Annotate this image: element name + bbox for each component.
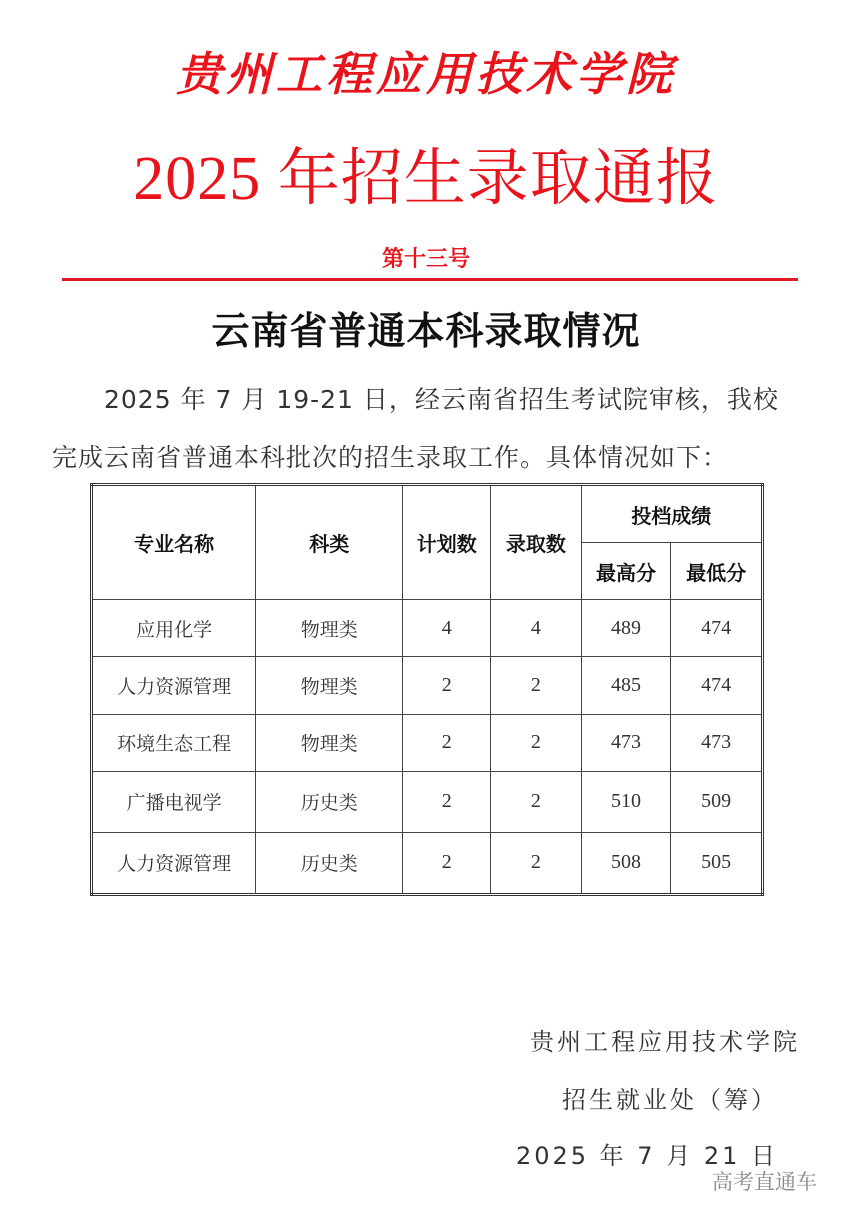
signature-institution: 贵州工程应用技术学院	[530, 1028, 800, 1056]
cell-plan: 4	[403, 600, 491, 657]
table-row	[92, 657, 763, 714]
header-min-score: 最低分	[671, 543, 763, 600]
cell-min: 474	[671, 600, 763, 657]
table-row	[92, 832, 763, 894]
cell-max: 510	[581, 771, 671, 832]
cell-admitted: 2	[491, 714, 582, 771]
school-name-calligraphy: 贵州工程应用技术学院	[176, 47, 676, 101]
cell-admitted: 2	[491, 771, 582, 832]
cell-max: 489	[581, 600, 671, 657]
intro-paragraph-line-1: 2025 年 7 月 19-21 日，经云南省招生考试院审核，我校	[104, 385, 779, 414]
cell-major: 应用化学	[92, 600, 256, 657]
header-category: 科类	[256, 485, 403, 600]
bulletin-title: 2025 年招生录取通报	[133, 145, 719, 213]
issue-number: 第十三号	[381, 247, 470, 272]
cell-category: 物理类	[256, 714, 403, 771]
cell-plan: 2	[403, 771, 491, 832]
cell-major: 人力资源管理	[92, 657, 256, 714]
cell-major: 广播电视学	[92, 771, 256, 832]
cell-major: 环境生态工程	[92, 714, 256, 771]
cell-admitted: 2	[491, 657, 582, 714]
watermark: 高考直通车	[712, 1170, 817, 1194]
cell-category: 历史类	[256, 771, 403, 832]
cell-max: 485	[581, 657, 671, 714]
header-admitted: 录取数	[491, 485, 582, 600]
header-score-group: 投档成绩	[581, 485, 762, 543]
cell-max: 473	[581, 714, 671, 771]
cell-plan: 2	[403, 832, 491, 894]
signature-office: 招生就业处（筹）	[562, 1086, 778, 1114]
signature-date: 2025 年 7 月 21 日	[515, 1142, 778, 1170]
table-row	[92, 600, 763, 657]
header-plan: 计划数	[403, 485, 491, 600]
intro-paragraph-line-2: 完成云南省普通本科批次的招生录取工作。具体情况如下：	[52, 443, 729, 472]
admission-table	[90, 483, 764, 896]
red-divider	[62, 278, 798, 281]
cell-min: 509	[671, 771, 763, 832]
cell-category: 物理类	[256, 600, 403, 657]
cell-category: 历史类	[256, 832, 403, 894]
cell-plan: 2	[403, 714, 491, 771]
cell-min: 505	[671, 832, 763, 894]
cell-admitted: 4	[491, 600, 582, 657]
section-title: 云南省普通本科录取情况	[211, 308, 641, 353]
header-max-score: 最高分	[581, 543, 671, 600]
cell-min: 473	[671, 714, 763, 771]
cell-category: 物理类	[256, 657, 403, 714]
cell-max: 508	[581, 832, 671, 894]
cell-plan: 2	[403, 657, 491, 714]
table-row	[92, 714, 763, 771]
header-major: 专业名称	[92, 485, 256, 600]
table-row	[92, 771, 763, 832]
cell-min: 474	[671, 657, 763, 714]
cell-major: 人力资源管理	[92, 832, 256, 894]
cell-admitted: 2	[491, 832, 582, 894]
